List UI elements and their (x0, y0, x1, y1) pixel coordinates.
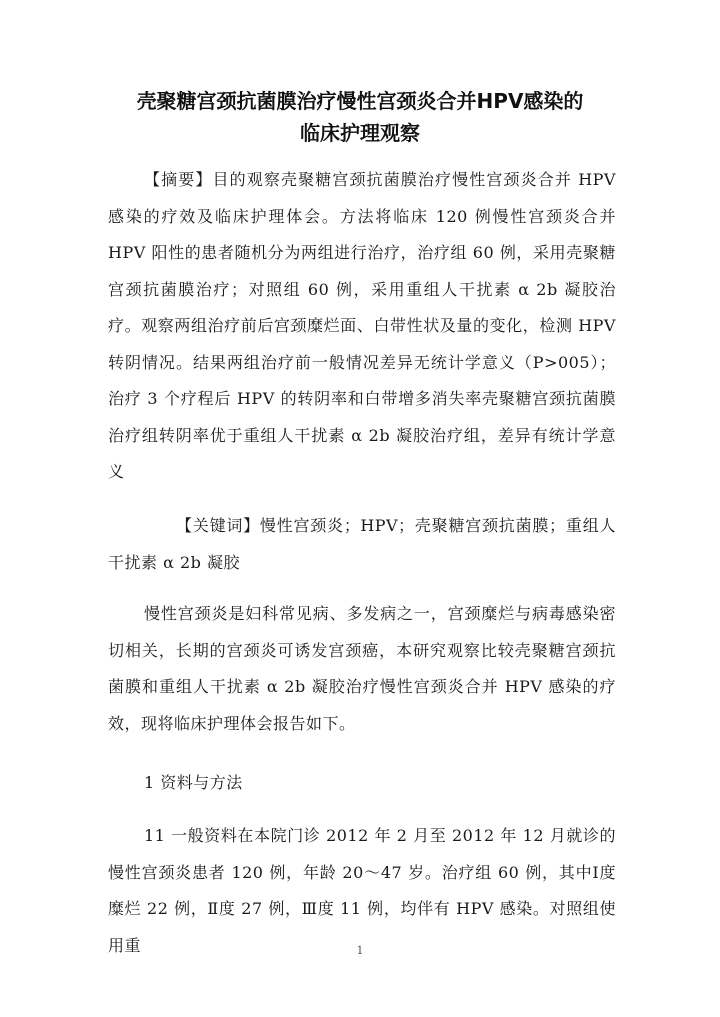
intro-paragraph: 慢性宫颈炎是妇科常见病、多发病之一，宫颈糜烂与病毒感染密切相关，长期的宫颈炎可诱发宫颈癌，本研究观察比较壳聚糖宫颈抗菌膜和重组人干扰素 α 2b 凝胶治疗慢性宫颈炎合并 HPV 感染的疗效，现将临床护理体会报告如下。 (108, 604, 616, 733)
general-info-paragraph: 11 一般资料在本院门诊 2012 年 2 月至 2012 年 12 月就诊的慢性宫颈炎患者 120 例，年龄 20～47 岁。治疗组 60 例，其中Ⅰ度糜烂 22 例，Ⅱ度 27 例，Ⅲ度 11 例，均伴有 HPV 感染。对照组使用重 (108, 826, 616, 955)
keywords-paragraph (108, 508, 616, 581)
document-title-line-2: 临床护理观察 (300, 121, 420, 145)
page-number: 1 (356, 944, 364, 957)
abstract-label: 【摘要】 (144, 170, 213, 189)
abstract-text: 目的观察壳聚糖宫颈抗菌膜治疗慢性宫颈炎合并 HPV 感染的疗效及临床护理体会。方法将临床 120 例慢性宫颈炎合并 HPV 阳性的患者随机分为两组进行治疗，治疗组 60 例，采用壳聚糖宫颈抗菌膜治疗；对照组 60 例，采用重组人干扰素 α 2b 凝胶治疗。观察两组治疗前后宫颈糜烂面、白带性状及量的变化，检测 HPV 转阴情况。结果两组治疗前一般情况差异无统计学意义（P>005）；治疗 3 个疗程后 HPV 的转阴率和白带增多消失率壳聚糖宫颈抗菌膜治疗组转阴率优于重组人干扰素 α 2b 凝胶治疗组，差异有统计学意义 (108, 170, 616, 481)
section-heading: 1 资料与方法 (144, 773, 243, 792)
abstract-paragraph (108, 162, 616, 491)
keywords-text: 慢性宫颈炎；HPV；壳聚糖宫颈抗菌膜；重组人干扰素 α 2b 凝胶 (108, 516, 616, 572)
keywords-label: 【关键词】 (176, 516, 260, 535)
document-title-line-1: 壳聚糖宫颈抗菌膜治疗慢性宫颈炎合并HPV感染的 (136, 89, 584, 113)
